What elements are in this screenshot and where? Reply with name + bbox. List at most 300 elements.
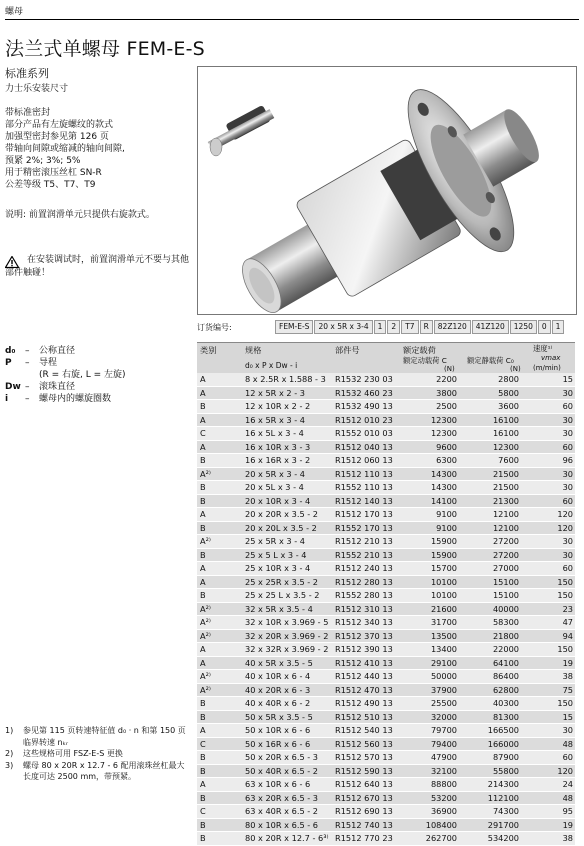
size-cell: 16 x 5L x 3 - 4	[245, 428, 304, 438]
legend-row: P – 导程	[5, 358, 58, 368]
dynamic-load-cell: 21600	[430, 603, 457, 614]
table-row	[197, 495, 575, 509]
header-dynamic-load: 额定动载荷 C	[403, 356, 447, 365]
static-load-cell: 86400	[492, 671, 519, 681]
static-load-cell: 7600	[498, 455, 519, 465]
order-code-box: 20 x 5R x 3-4	[314, 320, 372, 334]
category-cell: B	[200, 711, 206, 722]
part-number-cell: R1512 210 13	[335, 536, 393, 546]
category-cell: A	[200, 644, 206, 654]
feature-item: 带标准密封	[5, 108, 51, 118]
static-load-cell: 58300	[492, 617, 519, 627]
size-cell: 40 x 20R x 6 - 3	[245, 684, 311, 695]
dynamic-load-cell: 9100	[436, 509, 457, 519]
category-cell: A²⁾	[200, 684, 211, 695]
static-load-cell: 21300	[492, 495, 519, 506]
static-load-cell: 166000	[487, 738, 519, 749]
speed-cell: 60	[562, 495, 573, 506]
table-row	[197, 535, 575, 549]
order-code	[197, 320, 565, 334]
table-row	[197, 711, 575, 725]
feature-item: 公差等级 T5、T7、T9	[5, 180, 96, 190]
dynamic-load-cell: 14300	[430, 482, 457, 492]
category-cell: B	[200, 698, 206, 708]
speed-cell: 150	[557, 698, 573, 708]
table-row	[197, 508, 575, 522]
dynamic-load-cell: 53200	[430, 792, 457, 803]
speed-cell: 150	[557, 590, 573, 600]
header-part-number: 部件号	[335, 345, 360, 355]
category-cell: A²⁾	[200, 630, 211, 641]
size-cell: 50 x 5R x 3.5 - 5	[245, 711, 313, 722]
warning-icon	[5, 256, 19, 273]
series-subtitle: 力士乐安装尺寸	[5, 84, 69, 94]
speed-cell: 30	[562, 482, 573, 492]
table-row	[197, 414, 575, 428]
legend-symbol: i	[5, 394, 9, 404]
category-cell: B	[200, 590, 206, 600]
dynamic-load-cell: 10100	[430, 576, 457, 587]
category-cell: A	[200, 414, 206, 425]
speed-cell: 38	[562, 671, 573, 681]
order-code-box: 1	[374, 320, 387, 334]
part-number-cell: R1512 490 13	[335, 698, 393, 708]
section-label: 螺母	[5, 7, 24, 17]
order-code-box: T7	[401, 320, 418, 334]
size-cell: 40 x 5R x 3.5 - 5	[245, 657, 313, 668]
part-number-cell: R1512 470 13	[335, 684, 393, 695]
category-cell: B	[200, 495, 206, 506]
part-number-cell: R1512 110 13	[335, 468, 393, 479]
category-cell: A	[200, 509, 206, 519]
speed-cell: 94	[562, 630, 573, 641]
header-dynamic-unit: (N)	[444, 365, 455, 373]
table-row	[197, 400, 575, 414]
size-cell: 32 x 20R x 3.969 - 2	[245, 630, 329, 641]
static-load-cell: 15100	[492, 590, 519, 600]
static-load-cell: 74300	[492, 806, 519, 816]
category-cell: A	[200, 563, 206, 573]
order-code-box: 1	[552, 320, 565, 334]
static-load-cell: 40000	[492, 603, 519, 614]
size-cell: 12 x 5R x 2 - 3	[245, 387, 305, 398]
table-body	[197, 373, 575, 846]
symbol-legend	[5, 345, 126, 405]
part-number-cell: R1532 460 23	[335, 387, 393, 398]
speed-cell: 19	[562, 657, 573, 668]
part-number-cell: R1512 540 13	[335, 725, 393, 735]
footnote	[5, 748, 190, 760]
order-code-label: 订货编号:	[197, 322, 232, 332]
size-cell: 25 x 25 L x 3.5 - 2	[245, 590, 320, 600]
dynamic-load-cell: 13400	[430, 644, 457, 654]
table-row	[197, 481, 575, 495]
table-row	[197, 724, 575, 738]
static-load-cell: 16100	[492, 414, 519, 425]
speed-cell: 30	[562, 725, 573, 735]
part-number-cell: R1512 170 13	[335, 509, 393, 519]
dynamic-load-cell: 36900	[430, 806, 457, 816]
part-number-cell: R1512 590 13	[335, 765, 393, 776]
table-row	[197, 630, 575, 644]
category-cell: B	[200, 482, 206, 492]
dynamic-load-cell: 31700	[430, 617, 457, 627]
dynamic-load-cell: 32000	[430, 711, 457, 722]
order-code-box: R	[420, 320, 433, 334]
category-cell: A	[200, 374, 206, 384]
dynamic-load-cell: 6300	[436, 455, 457, 465]
dynamic-load-cell: 14300	[430, 468, 457, 479]
part-number-cell: R1552 210 13	[335, 549, 393, 560]
dynamic-load-cell: 37900	[430, 684, 457, 695]
size-cell: 20 x 20L x 3.5 - 2	[245, 522, 317, 533]
part-number-cell: R1512 570 13	[335, 752, 393, 762]
dynamic-load-cell: 3800	[436, 387, 457, 398]
header-static-load: 额定静载荷 C₀	[467, 356, 514, 365]
speed-cell: 30	[562, 549, 573, 560]
table-row	[197, 657, 575, 671]
dynamic-load-cell: 108400	[425, 819, 457, 830]
category-cell: A²⁾	[200, 468, 211, 479]
static-load-cell: 40300	[492, 698, 519, 708]
dynamic-load-cell: 15900	[430, 536, 457, 546]
table-row	[197, 778, 575, 792]
table-row	[197, 751, 575, 765]
feature-item: 带轴向间隙或缩减的轴向间隙,	[5, 144, 125, 154]
static-load-cell: 21800	[492, 630, 519, 641]
static-load-cell: 5800	[498, 387, 519, 398]
table-row	[197, 684, 575, 698]
header-speed: 速度¹⁾	[533, 344, 553, 353]
size-cell: 50 x 10R x 6 - 6	[245, 725, 311, 735]
footnote	[5, 725, 190, 748]
table-row	[197, 643, 575, 657]
category-cell: A²⁾	[200, 671, 211, 681]
size-cell: 8 x 2.5R x 1.588 - 3	[245, 374, 326, 384]
dynamic-load-cell: 32100	[430, 765, 457, 776]
speed-cell: 95	[562, 806, 573, 816]
dynamic-load-cell: 262700	[425, 833, 457, 843]
size-cell: 32 x 5R x 3.5 - 4	[245, 603, 313, 614]
size-cell: 80 x 10R x 6.5 - 6	[245, 819, 319, 830]
footnote-text: 这些规格可用 FSZ-E-S 更换	[23, 749, 123, 758]
speed-cell: 120	[557, 765, 573, 776]
footnote-text: 螺母 80 x 20R x 12.7 - 6 配用滚珠丝杠最大长度可达 2500 mm，带预紧。	[23, 760, 185, 781]
static-load-cell: 55800	[492, 765, 519, 776]
size-cell: 63 x 10R x 6 - 6	[245, 779, 311, 789]
legend-symbol: P	[5, 358, 12, 368]
size-cell: 20 x 10R x 3 - 4	[245, 495, 311, 506]
static-load-cell: 22000	[492, 644, 519, 654]
part-number-cell: R1512 690 13	[335, 806, 393, 816]
legend-symbol	[5, 369, 25, 381]
dynamic-load-cell: 79400	[430, 738, 457, 749]
order-code-box: 41Z120	[472, 320, 509, 334]
table-row	[197, 387, 575, 401]
part-number-cell: R1512 670 13	[335, 792, 393, 803]
category-cell: B	[200, 522, 206, 533]
speed-cell: 96	[562, 455, 573, 465]
size-cell: 50 x 40R x 6.5 - 2	[245, 765, 319, 776]
category-cell: A²⁾	[200, 603, 211, 614]
table-row	[197, 616, 575, 630]
size-cell: 16 x 16R x 3 - 2	[245, 455, 311, 465]
header-speed-symbol: vmax	[541, 354, 561, 362]
legend-text: 导程	[39, 358, 58, 368]
part-number-cell: R1512 010 23	[335, 414, 393, 425]
size-cell: 20 x 5R x 3 - 4	[245, 468, 305, 479]
warning-block	[5, 254, 190, 280]
category-cell: B	[200, 792, 206, 803]
part-number-cell: R1512 240 13	[335, 563, 393, 573]
table-row	[197, 819, 575, 833]
static-load-cell: 16100	[492, 428, 519, 438]
size-cell: 40 x 40R x 6 - 2	[245, 698, 311, 708]
static-load-cell: 64100	[492, 657, 519, 668]
category-cell: A	[200, 441, 206, 452]
feature-item: 加强型密封参见第 126 页	[5, 132, 109, 142]
size-cell: 50 x 16R x 6 - 6	[245, 738, 311, 749]
dynamic-load-cell: 2500	[436, 401, 457, 411]
part-number-cell: R1512 740 13	[335, 819, 393, 830]
header-static-unit: (N)	[510, 365, 521, 373]
size-cell: 16 x 10R x 3 - 3	[245, 441, 311, 452]
feature-list	[5, 107, 125, 191]
header-divider	[5, 19, 579, 20]
feature-item: 部分产品有左旋螺纹的款式	[5, 120, 114, 130]
speed-cell: 30	[562, 428, 573, 438]
size-cell: 25 x 10R x 3 - 4	[245, 563, 311, 573]
legend-symbol: Dw	[5, 382, 21, 392]
header-size: 规格	[245, 345, 262, 355]
static-load-cell: 21500	[492, 482, 519, 492]
part-number-cell: R1512 410 13	[335, 657, 393, 668]
static-load-cell: 27200	[492, 549, 519, 560]
category-cell: B	[200, 833, 206, 843]
lubrication-note: 说明: 前置润滑单元只提供右旋款式。	[5, 210, 155, 220]
footnote-number: 2)	[5, 749, 14, 758]
table-row	[197, 468, 575, 482]
order-code-box: 2	[387, 320, 400, 334]
size-cell: 16 x 5R x 3 - 4	[245, 414, 305, 425]
table-row	[197, 589, 575, 603]
static-load-cell: 291700	[487, 819, 519, 830]
dynamic-load-cell: 10100	[430, 590, 457, 600]
table-row	[197, 765, 575, 779]
series-label: 标准系列	[5, 67, 49, 80]
category-cell: B	[200, 401, 206, 411]
table-row	[197, 670, 575, 684]
speed-cell: 47	[562, 617, 573, 627]
part-number-cell: R1512 060 13	[335, 455, 393, 465]
speed-cell: 30	[562, 468, 573, 479]
table-row	[197, 373, 575, 387]
category-cell: B	[200, 549, 206, 560]
feature-item: 用于精密滚压丝杠 SN-R	[5, 168, 102, 178]
part-number-cell: R1512 370 13	[335, 630, 393, 641]
category-cell: C	[200, 428, 206, 438]
speed-cell: 30	[562, 387, 573, 398]
speed-cell: 38	[562, 833, 573, 843]
table-row	[197, 427, 575, 441]
part-number-cell: R1532 490 13	[335, 401, 393, 411]
part-number-cell: R1512 040 13	[335, 441, 393, 452]
part-number-cell: R1512 440 13	[335, 671, 393, 681]
table-row	[197, 738, 575, 752]
header-category: 类别	[200, 345, 217, 355]
category-cell: B	[200, 819, 206, 830]
product-photo	[197, 66, 577, 315]
dynamic-load-cell: 14100	[430, 495, 457, 506]
warning-text: 在安装调试时，前置润滑单元不要与其他部件触碰！	[5, 255, 190, 278]
header-speed-unit: (m/min)	[533, 364, 561, 372]
size-cell: 63 x 20R x 6.5 - 3	[245, 792, 319, 803]
order-code-box: 0	[538, 320, 551, 334]
footnote-text: 参见第 115 页转速特征值 d₀ · n 和第 150 页临界转速 nₖᵣ	[23, 726, 186, 747]
size-cell: 20 x 20R x 3.5 - 2	[245, 509, 319, 519]
size-cell: 80 x 20R x 12.7 - 6³⁾	[245, 833, 329, 843]
static-load-cell: 87900	[492, 752, 519, 762]
footnote-number: 1)	[5, 726, 14, 735]
order-code-box: 82Z120	[434, 320, 471, 334]
legend-row: i – 螺母内的螺旋圈数	[5, 394, 112, 404]
speed-cell: 48	[562, 792, 573, 803]
part-number-cell: R1552 280 13	[335, 590, 393, 600]
table-row	[197, 832, 575, 846]
part-number-cell: R1512 560 13	[335, 738, 393, 749]
size-cell: 63 x 40R x 6.5 - 2	[245, 806, 319, 816]
speed-cell: 60	[562, 401, 573, 411]
header-size-formula: d₀ x P x Dw - i	[245, 361, 298, 370]
table-row	[197, 792, 575, 806]
header-load-rating: 额定载荷	[403, 345, 436, 355]
legend-text: 螺母内的螺旋圈数	[39, 394, 112, 404]
category-cell: A	[200, 576, 206, 587]
category-cell: A	[200, 657, 206, 668]
category-cell: A	[200, 387, 206, 398]
static-load-cell: 166500	[487, 725, 519, 735]
part-number-cell: R1512 280 13	[335, 576, 393, 587]
dynamic-load-cell: 79700	[430, 725, 457, 735]
size-cell: 25 x 25R x 3.5 - 2	[245, 576, 319, 587]
category-cell: B	[200, 455, 206, 465]
size-cell: 32 x 10R x 3.969 - 5	[245, 617, 329, 627]
part-number-cell: R1512 390 13	[335, 644, 393, 654]
part-number-cell: R1512 510 13	[335, 711, 393, 722]
category-cell: A	[200, 779, 206, 789]
legend-row: Dw – 滚珠直径	[5, 382, 76, 392]
part-number-cell: R1552 010 03	[335, 428, 393, 438]
static-load-cell: 62800	[492, 684, 519, 695]
category-cell: A²⁾	[200, 617, 211, 627]
category-cell: C	[200, 806, 206, 816]
category-cell: B	[200, 752, 206, 762]
speed-cell: 15	[562, 711, 573, 722]
part-number-cell: R1512 310 13	[335, 603, 393, 614]
legend-text: 滚珠直径	[39, 382, 76, 392]
static-load-cell: 2800	[498, 374, 519, 384]
order-code-box: FEM-E-S	[275, 320, 313, 334]
speed-cell: 23	[562, 603, 573, 614]
category-cell: A	[200, 725, 206, 735]
static-load-cell: 15100	[492, 576, 519, 587]
static-load-cell: 12300	[492, 441, 519, 452]
static-load-cell: 21500	[492, 468, 519, 479]
specification-table	[197, 342, 575, 846]
part-number-cell: R1552 170 13	[335, 522, 393, 533]
speed-cell: 120	[557, 522, 573, 533]
table-row	[197, 441, 575, 455]
category-cell: A²⁾	[200, 536, 211, 546]
size-cell: 50 x 20R x 6.5 - 3	[245, 752, 319, 762]
table-row	[197, 805, 575, 819]
speed-cell: 48	[562, 738, 573, 749]
legend-text: 公称直径	[39, 346, 76, 356]
table-row	[197, 562, 575, 576]
static-load-cell: 12100	[492, 509, 519, 519]
dynamic-load-cell: 12300	[430, 428, 457, 438]
dynamic-load-cell: 15900	[430, 549, 457, 560]
dynamic-load-cell: 50000	[430, 671, 457, 681]
static-load-cell: 214300	[487, 779, 519, 789]
table-row	[197, 697, 575, 711]
static-load-cell: 81300	[492, 711, 519, 722]
table-row	[197, 576, 575, 590]
part-number-cell: R1552 110 13	[335, 482, 393, 492]
dynamic-load-cell: 15700	[430, 563, 457, 573]
dynamic-load-cell: 25500	[430, 698, 457, 708]
table-row	[197, 549, 575, 563]
legend-symbol: d₀	[5, 346, 16, 356]
dynamic-load-cell: 12300	[430, 414, 457, 425]
part-number-cell: R1512 340 13	[335, 617, 393, 627]
feature-item: 预紧 2%; 3%; 5%	[5, 156, 81, 166]
static-load-cell: 12100	[492, 522, 519, 533]
size-cell: 25 x 5 L x 3 - 4	[245, 549, 307, 560]
dynamic-load-cell: 29100	[430, 657, 457, 668]
speed-cell: 150	[557, 644, 573, 654]
size-cell: 32 x 32R x 3.969 - 2	[245, 644, 329, 654]
part-number-cell: R1512 640 13	[335, 779, 393, 789]
size-cell: 25 x 5R x 3 - 4	[245, 536, 305, 546]
dynamic-load-cell: 13500	[430, 630, 457, 641]
static-load-cell: 27000	[492, 563, 519, 573]
category-cell: C	[200, 738, 206, 749]
speed-cell: 60	[562, 441, 573, 452]
dynamic-load-cell: 2200	[436, 374, 457, 384]
page-title: 法兰式单螺母 FEM-E-S	[5, 38, 205, 60]
table-row	[197, 603, 575, 617]
static-load-cell: 3600	[498, 401, 519, 411]
part-number-cell: R1512 770 23	[335, 833, 393, 843]
speed-cell: 30	[562, 536, 573, 546]
speed-cell: 120	[557, 509, 573, 519]
speed-cell: 150	[557, 576, 573, 587]
speed-cell: 15	[562, 374, 573, 384]
legend-row	[5, 369, 126, 381]
legend-row: d₀ – 公称直径	[5, 346, 76, 356]
footnote	[5, 760, 190, 783]
speed-cell: 19	[562, 819, 573, 830]
speed-cell: 30	[562, 414, 573, 425]
dynamic-load-cell: 9600	[436, 441, 457, 452]
dynamic-load-cell: 47900	[430, 752, 457, 762]
table-header	[197, 342, 575, 373]
legend-text: (R = 右旋, L = 左旋)	[39, 370, 126, 380]
part-number-cell: R1532 230 03	[335, 374, 393, 384]
footnotes	[5, 725, 190, 783]
speed-cell: 24	[562, 779, 573, 789]
